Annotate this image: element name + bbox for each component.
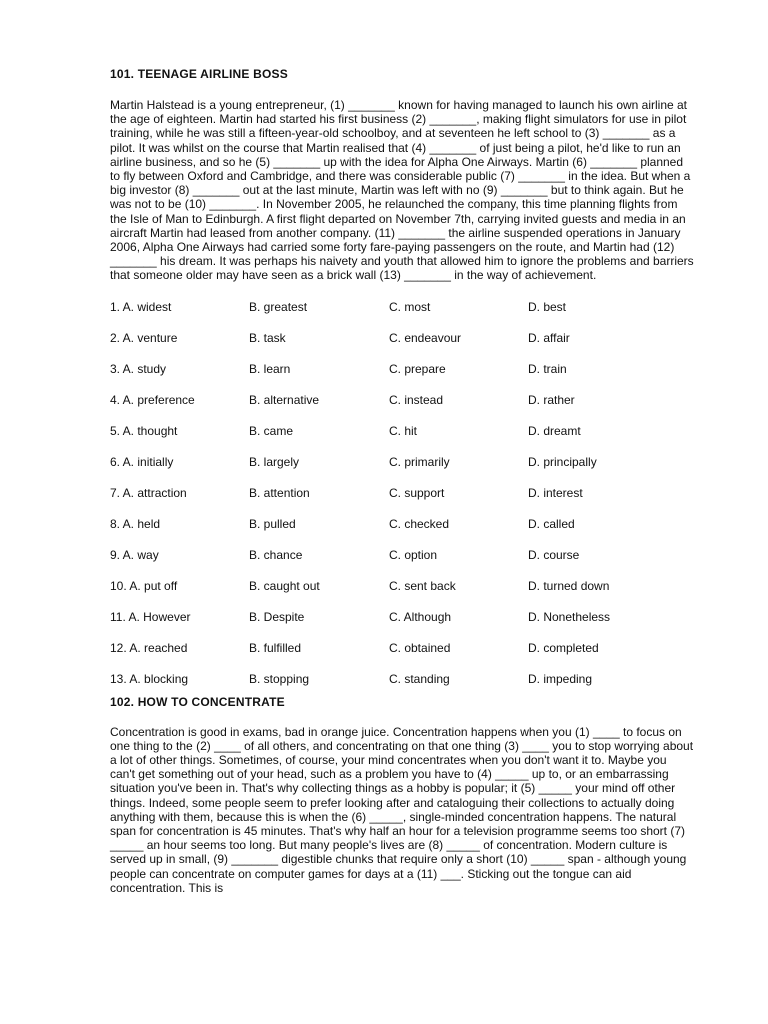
option-choice: D. dreamt <box>528 423 581 438</box>
option-choice: D. principally <box>528 454 597 469</box>
option-choice: D. affair <box>528 330 570 345</box>
option-choice: D. called <box>528 516 575 531</box>
option-choice: 9. A. way <box>110 547 159 562</box>
option-choice: D. train <box>528 361 567 376</box>
option-row <box>110 362 688 393</box>
option-choice: D. course <box>528 547 580 562</box>
option-choice: 1. A. widest <box>110 299 172 314</box>
option-choice: 10. A. put off <box>110 578 178 593</box>
option-choice: C. primarily <box>389 454 450 469</box>
option-choice: B. chance <box>249 547 303 562</box>
option-choice: 2. A. venture <box>110 330 178 345</box>
option-choice: D. interest <box>528 485 583 500</box>
option-choice: 6. A. initially <box>110 454 174 469</box>
option-choice: C. most <box>389 299 431 314</box>
option-choice: D. Nonetheless <box>528 609 611 624</box>
option-choice: D. turned down <box>528 578 610 593</box>
options-table <box>110 300 688 703</box>
option-choice: B. fulfilled <box>249 640 302 655</box>
option-choice: C. endeavour <box>389 330 462 345</box>
option-choice: 8. A. held <box>110 516 161 531</box>
option-choice: C. checked <box>389 516 450 531</box>
option-choice: B. Despite <box>249 609 305 624</box>
option-row <box>110 548 688 579</box>
option-row <box>110 579 688 610</box>
document-page <box>110 67 694 895</box>
option-choice: B. greatest <box>249 299 308 314</box>
option-choice: D. best <box>528 299 567 314</box>
option-choice: B. alternative <box>249 392 320 407</box>
option-choice: C. standing <box>389 671 450 686</box>
option-choice: 13. A. blocking <box>110 671 189 686</box>
option-choice: 5. A. thought <box>110 423 178 438</box>
option-row <box>110 610 688 641</box>
section-title: 102. HOW TO CONCENTRATE <box>110 694 285 709</box>
option-choice: C. Although <box>389 609 452 624</box>
option-choice: B. learn <box>249 361 291 376</box>
option-choice: B. task <box>249 330 286 345</box>
option-row <box>110 331 688 362</box>
option-choice: B. pulled <box>249 516 296 531</box>
option-row <box>110 300 688 331</box>
passage-text: Concentration is good in exams, bad in orange juice. Concentration happens when you (1) ____ to focus on one thing to the (2) ____ of all others, and concentrating on that one thing (3) ____ you to stop worrying about a lot of other things. Sometimes, of course, your mind concentrates when you don't want it to. Maybe you can't get something out of your head, such as a problem you have to (4) _____ up to, or an embarrassing situation you've been in. That's why collecting things as a hobby is popular; it (5) _____ your mind off other things. Indeed, some people seem to prefer looking after and cataloguing their collections to actually doing anything with them, because this is when the (6) _____, single-minded concentration happens. The natural span for concentration is 45 minutes. That's why half an hour for a television programme seems too short (7) _____ an hour seems too long. But many people's lives are (8) _____ of concentration. Modern culture is served up in small, (9) _______ digestible chunks that require only a short (10) _____ span - although young people can concentrate on computer games for days at a (11) ___. Sticking out the tongue can aid concentration. This is <box>110 724 694 895</box>
option-choice: 3. A. study <box>110 361 167 376</box>
option-choice: D. completed <box>528 640 599 655</box>
option-choice: D. impeding <box>528 671 593 686</box>
option-row <box>110 393 688 424</box>
option-choice: C. prepare <box>389 361 446 376</box>
option-choice: B. largely <box>249 454 300 469</box>
option-choice: C. hit <box>389 423 418 438</box>
option-choice: C. obtained <box>389 640 451 655</box>
option-choice: B. came <box>249 423 294 438</box>
option-choice: C. sent back <box>389 578 456 593</box>
passage-text: Martin Halstead is a young entrepreneur, (1) _______ known for having managed to launch his own airline at the age of eighteen. Martin had started his first business (2) _______, making flight simulators for use in pilot training, while he was still a fifteen-year-old schoolboy, and at seventeen he left school to (3) _______ as a pilot. It was whilst on the course that Martin realised that (4) _______ of just being a pilot, he'd like to run an airline business, and so he (5) _______ up with the idea for Alpha One Airways. Martin (6) _______ planned to fly between Oxford and Cambridge, and there was considerable public (7) _______ in the idea. But when a big investor (8) _______ out at the last minute, Martin was left with no (9) _______ but to think again. But he was not to be (10) _______. In November 2005, he relaunched the company, this time planning flights from the Isle of Man to Edinburgh. A first flight departed on November 7th, carrying invited guests and media in an aircraft Martin had leased from another company. (11) _______ the airline suspended operations in January 2006, Alpha One Airways had carried some forty fare-paying passengers on the route, and Martin had (12) _______ his dream. It was perhaps his naivety and youth that allowed him to ignore the problems and barriers that someone older may have seen as a brick wall (13) _______ in the way of achievement. <box>110 98 694 283</box>
option-row <box>110 455 688 486</box>
option-choice: B. attention <box>249 485 310 500</box>
option-choice: 7. A. attraction <box>110 485 187 500</box>
section-title: 101. TEENAGE AIRLINE BOSS <box>110 67 288 81</box>
option-row <box>110 517 688 548</box>
option-row <box>110 486 688 517</box>
option-choice: B. caught out <box>249 578 320 593</box>
option-choice: C. support <box>389 485 445 500</box>
option-choice: C. instead <box>389 392 444 407</box>
option-choice: B. stopping <box>249 671 310 686</box>
option-choice: 4. A. preference <box>110 392 195 407</box>
option-choice: 11. A. However <box>110 609 191 624</box>
option-row <box>110 424 688 455</box>
option-choice: 12. A. reached <box>110 640 188 655</box>
option-choice: C. option <box>389 547 438 562</box>
option-row <box>110 641 688 672</box>
option-choice: D. rather <box>528 392 575 407</box>
